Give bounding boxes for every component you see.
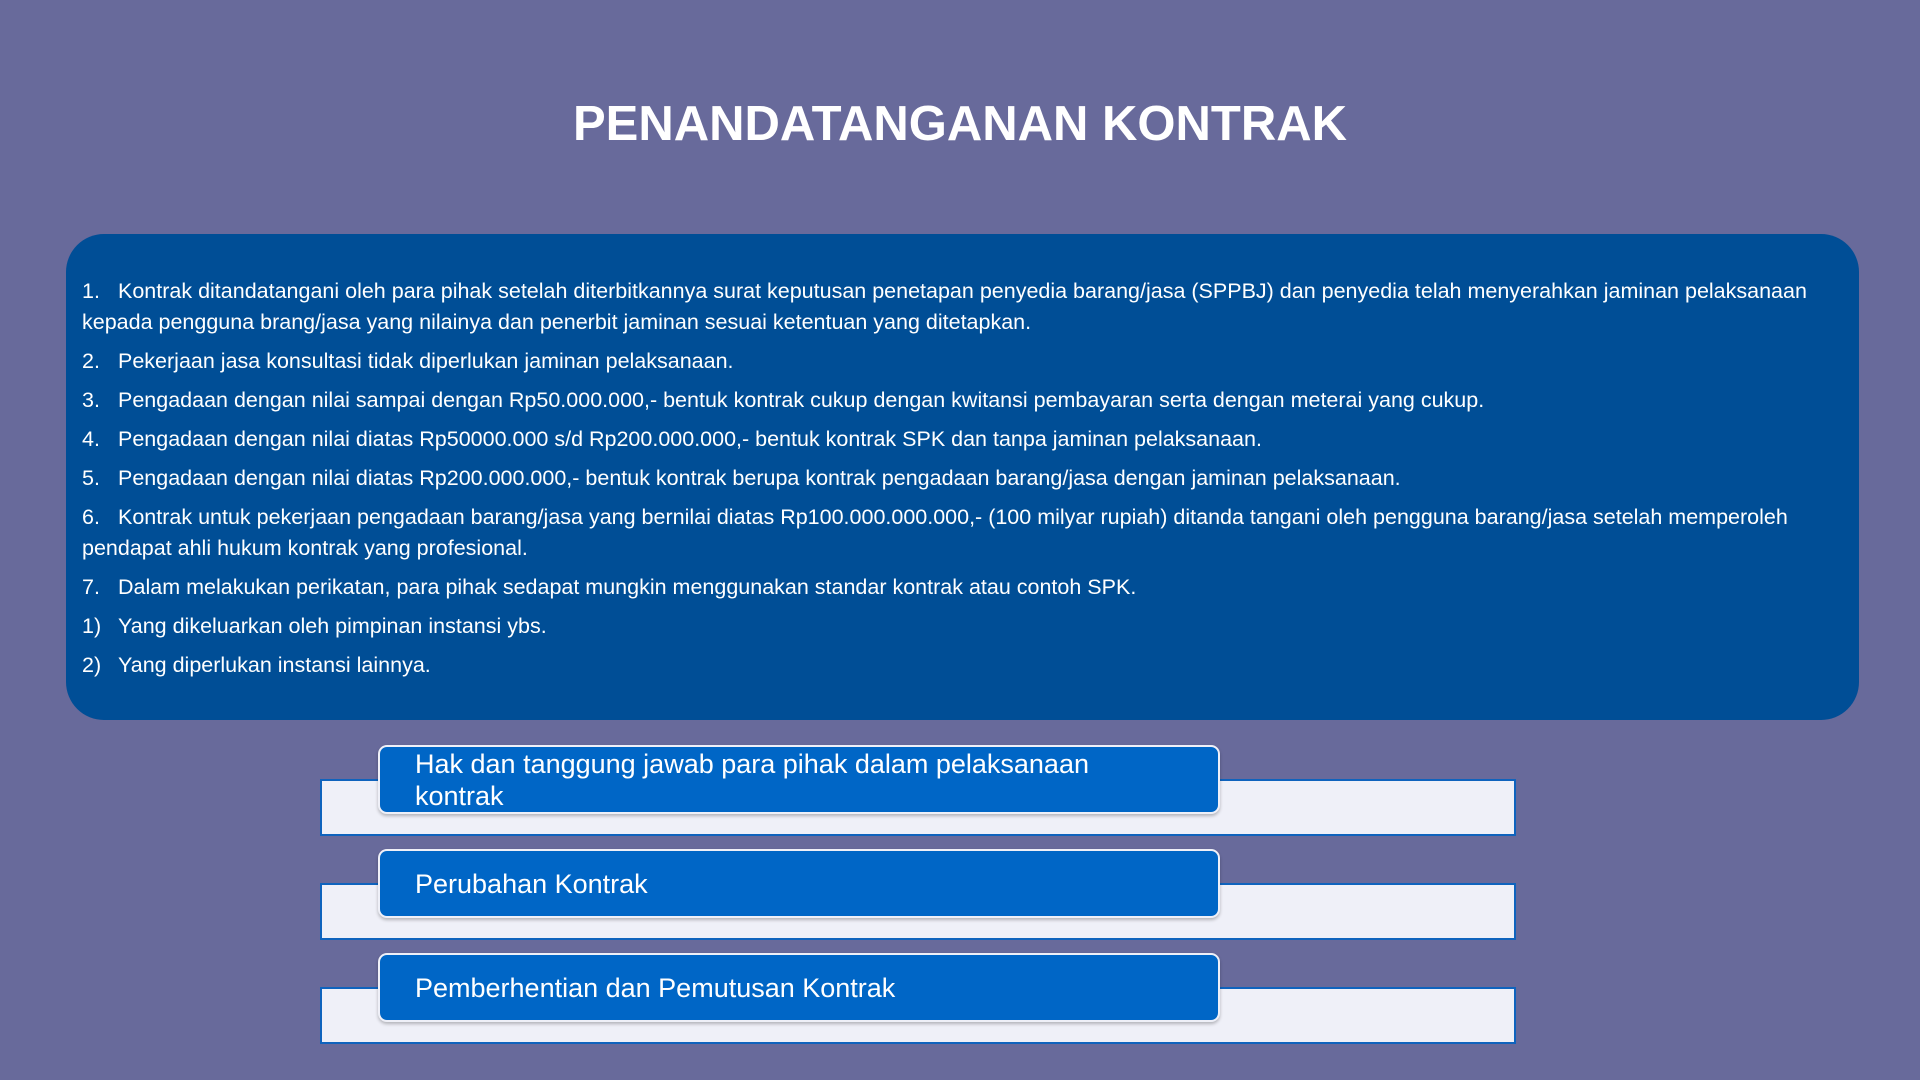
point-text: Yang dikeluarkan oleh pimpinan instansi ybs. bbox=[118, 614, 547, 638]
point-item bbox=[82, 463, 1843, 494]
point-number: 1. bbox=[82, 279, 100, 303]
point-number: 2. bbox=[82, 349, 100, 373]
topic-label: Pemberhentian dan Pemutusan Kontrak bbox=[415, 972, 896, 1003]
topic-contract-changes[interactable] bbox=[378, 849, 1220, 918]
point-item bbox=[82, 650, 1843, 681]
point-text: Kontrak untuk pekerjaan pengadaan barang/jasa yang bernilai diatas Rp100.000.000.000,- (100 milyar rupiah) ditanda tangani oleh pengguna barang/jasa setelah memperoleh pendapat ahli hukum kontrak yang profesional. bbox=[82, 505, 1788, 560]
point-number: 5. bbox=[82, 466, 100, 490]
point-number: 2) bbox=[82, 653, 102, 677]
point-text: Pekerjaan jasa konsultasi tidak diperlukan jaminan pelaksanaan. bbox=[118, 349, 734, 373]
point-item bbox=[82, 424, 1843, 455]
point-item bbox=[82, 385, 1843, 416]
point-number: 7. bbox=[82, 575, 100, 599]
topic-rights-responsibilities[interactable] bbox=[378, 745, 1220, 814]
point-item bbox=[82, 572, 1843, 603]
point-number: 1) bbox=[82, 614, 102, 638]
topic-contract-termination[interactable] bbox=[378, 953, 1220, 1022]
point-number: 4. bbox=[82, 427, 100, 451]
point-text: Yang diperlukan instansi lainnya. bbox=[118, 653, 431, 677]
point-number: 3. bbox=[82, 388, 100, 412]
slide-title: PENANDATANGANAN KONTRAK bbox=[573, 97, 1347, 151]
point-item bbox=[82, 346, 1843, 377]
topic-label: Perubahan Kontrak bbox=[415, 868, 648, 899]
point-text: Dalam melakukan perikatan, para pihak sedapat mungkin menggunakan standar kontrak atau contoh SPK. bbox=[118, 575, 1137, 599]
point-number: 6. bbox=[82, 505, 100, 529]
point-item bbox=[82, 502, 1843, 564]
point-text: Pengadaan dengan nilai diatas Rp200.000.000,- bentuk kontrak berupa kontrak pengadaan barang/jasa dengan jaminan pelaksanaan. bbox=[118, 466, 1401, 490]
point-text: Pengadaan dengan nilai diatas Rp50000.000 s/d Rp200.000.000,- bentuk kontrak SPK dan tanpa jaminan pelaksanaan. bbox=[118, 427, 1262, 451]
point-text: Kontrak ditandatangani oleh para pihak setelah diterbitkannya surat keputusan penetapan penyedia barang/jasa (SPPBJ) dan penyedia telah menyerahkan jaminan pelaksanaan kepada pengguna brang/jasa yang nilainya dan penerbit jaminan sesuai ketentuan yang ditetapkan. bbox=[82, 279, 1807, 334]
point-item bbox=[82, 611, 1843, 642]
point-text: Pengadaan dengan nilai sampai dengan Rp50.000.000,- bentuk kontrak cukup dengan kwitansi pembayaran serta dengan meterai yang cukup. bbox=[118, 388, 1485, 412]
point-item bbox=[82, 276, 1843, 338]
content-box bbox=[66, 234, 1859, 720]
point-list bbox=[82, 276, 1843, 681]
topic-label: Hak dan tanggung jawab para pihak dalam pelaksanaan kontrak bbox=[415, 748, 1089, 811]
